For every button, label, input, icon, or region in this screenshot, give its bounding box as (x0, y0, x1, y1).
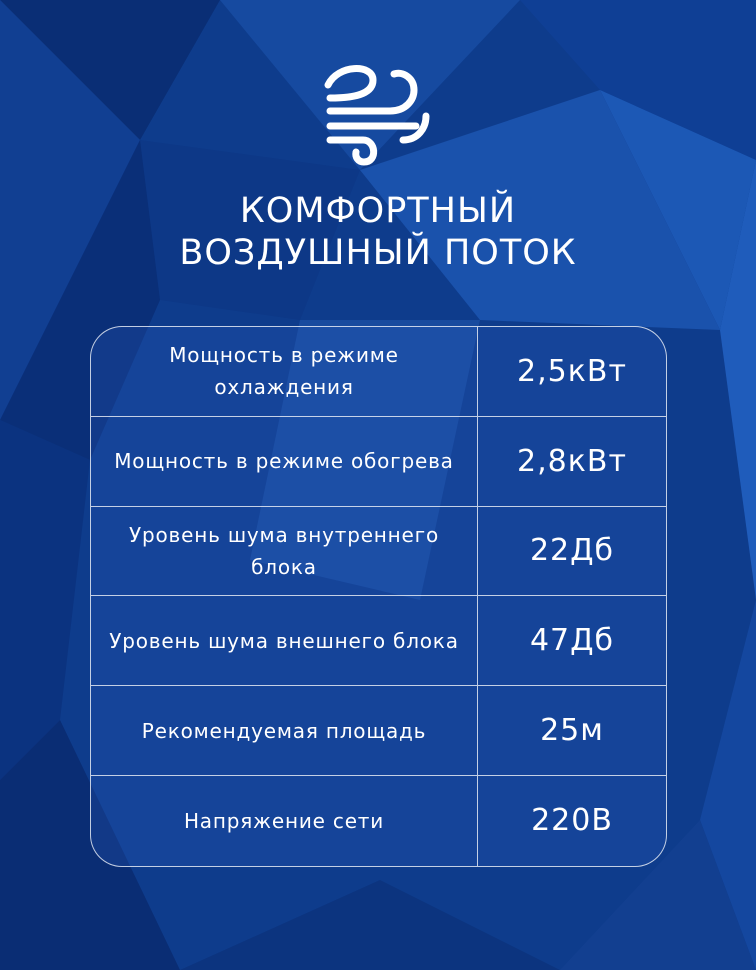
spec-value: 2,5кВт (517, 353, 627, 389)
spec-label: Мощность в режиме обогрева (91, 417, 478, 506)
spec-row-heating-power (91, 417, 666, 507)
spec-value: 47Дб (529, 623, 615, 659)
spec-value: 22Дб (529, 533, 615, 569)
spec-label: Мощность в режиме охлаждения (91, 327, 478, 416)
spec-value: 220В (531, 803, 613, 839)
spec-label: Рекомендуемая площадь (91, 686, 478, 775)
spec-row-voltage (91, 776, 666, 866)
spec-label: Уровень шума внешнего блока (91, 596, 478, 685)
spec-row-recommended-area (91, 686, 666, 776)
spec-label: Уровень шума внутреннего блока (91, 507, 478, 596)
wind-airflow-icon (318, 58, 442, 170)
spec-row-outdoor-noise (91, 596, 666, 686)
title-line-1: КОМФОРТНЫЙ (239, 191, 517, 231)
title-line-2: ВОЗДУШНЫЙ ПОТОК (179, 233, 577, 273)
spec-label: Напряжение сети (91, 776, 478, 866)
spec-table (90, 326, 667, 867)
page-title (0, 190, 756, 274)
spec-row-cooling-power (91, 327, 666, 417)
spec-value: 2,8кВт (517, 443, 627, 479)
spec-row-indoor-noise (91, 507, 666, 597)
spec-value: 25м (540, 713, 604, 749)
